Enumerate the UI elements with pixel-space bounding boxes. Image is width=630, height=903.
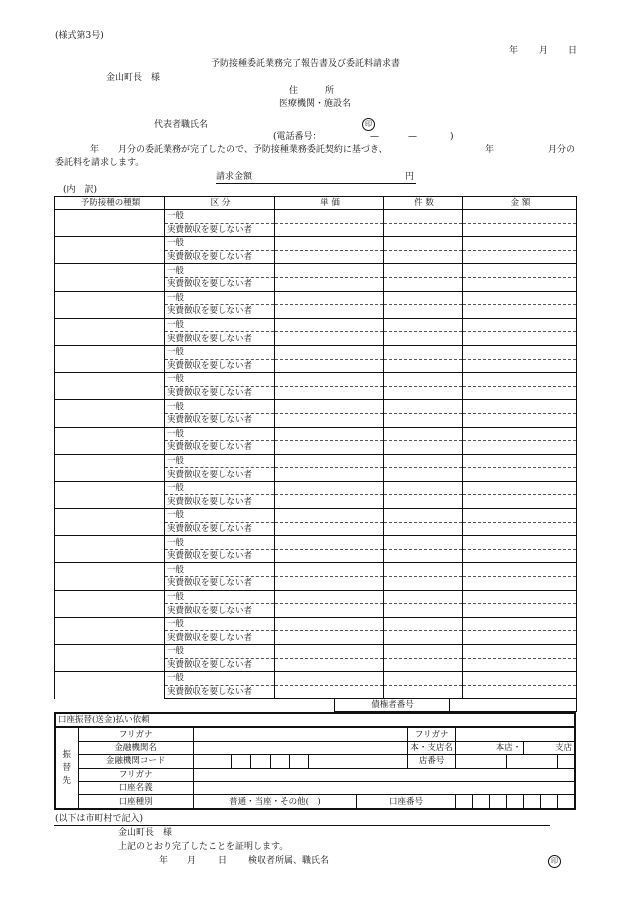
count-cell[interactable] [384,509,463,523]
amount-cell[interactable] [463,481,577,495]
table-row [55,373,577,387]
vaccine-type-cell[interactable] [55,345,165,372]
unit-price-cell[interactable] [275,468,384,482]
creditor-row [334,699,576,711]
count-cell[interactable] [384,413,463,427]
amount-cell[interactable] [463,509,577,523]
category-exempt: 実費徴収を要しない者 [165,577,275,591]
municipal-note: (以下は市町村で記入) [55,814,144,824]
account-number-label: 口座番号 [357,795,456,809]
amount-cell[interactable] [463,237,577,251]
phone-dash-1: — [370,132,379,142]
footer-divider [54,825,550,826]
count-cell[interactable] [384,291,463,305]
category-general: 一般 [165,345,275,359]
unit-price-cell[interactable] [275,577,384,591]
amount-cell[interactable] [463,345,577,359]
unit-price-cell[interactable] [275,345,384,359]
amount-cell[interactable] [463,468,577,482]
vaccine-type-cell[interactable] [55,427,165,454]
breakdown-table [54,196,577,699]
table-row [55,617,577,631]
amount-cell[interactable] [463,291,577,305]
vaccine-type-cell[interactable] [55,590,165,617]
claim-amount-underline [216,183,416,184]
unit-price-cell[interactable] [275,509,384,523]
amount-cell[interactable] [463,495,577,509]
header-unit-price: 単 価 [275,197,384,210]
unit-price-cell[interactable] [275,318,384,332]
unit-price-cell[interactable] [275,305,384,319]
vaccine-type-cell[interactable] [55,291,165,318]
unit-price-cell[interactable] [275,400,384,414]
category-exempt: 実費徴収を要しない者 [165,468,275,482]
count-cell[interactable] [384,318,463,332]
unit-price-cell[interactable] [275,617,384,631]
unit-price-cell[interactable] [275,604,384,618]
account-number-digit[interactable] [541,795,558,809]
vaccine-type-cell[interactable] [55,454,165,481]
amount-cell[interactable] [463,522,577,536]
body-text-2: 委託料を請求します。 [55,158,145,168]
category-general: 一般 [165,210,275,224]
vaccine-type-cell[interactable] [55,400,165,427]
count-cell[interactable] [384,441,463,455]
account-type-options[interactable]: 普通・当座・その他( ) [193,795,356,809]
header-amount: 金 額 [463,197,577,210]
category-exempt: 実費徴収を要しない者 [165,631,275,645]
unit-price-cell[interactable] [275,264,384,278]
category-general: 一般 [165,454,275,468]
bank-code-blank [309,755,408,768]
count-cell[interactable] [384,427,463,441]
category-general: 一般 [165,672,275,686]
category-general: 一般 [165,481,275,495]
table-row [55,264,577,278]
footer-day: 日 [218,856,228,866]
bank-furigana-field[interactable] [193,727,408,741]
claim-unit: 円 [405,172,415,182]
footer-month: 月 [187,856,197,866]
vaccine-type-cell[interactable] [55,210,165,237]
addressee: 金山町長 様 [106,73,161,83]
count-cell[interactable] [384,549,463,563]
vaccine-type-cell[interactable] [55,481,165,508]
seal-icon: 印 [362,118,375,131]
amount-cell[interactable] [463,210,577,224]
inspector-label: 検収者所属、職氏名 [248,856,330,866]
count-cell[interactable] [384,277,463,291]
unit-price-cell[interactable] [275,250,384,264]
category-general: 一般 [165,645,275,659]
amount-cell[interactable] [463,318,577,332]
count-cell[interactable] [384,237,463,251]
form-number: (様式第3号) [55,31,104,41]
bank-code-digit[interactable] [251,755,270,768]
table-row [55,318,577,332]
category-general: 一般 [165,291,275,305]
account-number-digit[interactable] [490,795,507,809]
category-exempt: 実費徴収を要しない者 [165,441,275,455]
amount-cell[interactable] [463,590,577,604]
count-cell[interactable] [384,495,463,509]
vaccine-type-cell[interactable] [55,536,165,563]
unit-price-cell[interactable] [275,685,384,699]
amount-cell[interactable] [463,685,577,699]
vaccine-type-cell[interactable] [55,373,165,400]
amount-cell[interactable] [463,441,577,455]
body-year-2: 年 [485,145,495,155]
header-count: 件 数 [384,197,463,210]
count-cell[interactable] [384,223,463,237]
amount-cell[interactable] [463,631,577,645]
category-exempt: 実費徴収を要しない者 [165,495,275,509]
unit-price-cell[interactable] [275,658,384,672]
category-exempt: 実費徴収を要しない者 [165,658,275,672]
facility-label: 医療機関・施設名 [279,99,352,109]
vaccine-type-cell[interactable] [55,563,165,590]
unit-price-cell[interactable] [275,332,384,346]
amount-cell[interactable] [463,617,577,631]
phone-close: ) [450,132,454,142]
amount-cell[interactable] [463,454,577,468]
account-number-digit[interactable] [507,795,524,809]
certify-text: 上記のとおり完了したことを証明します。 [118,842,289,852]
amount-cell[interactable] [463,305,577,319]
account-number-digit[interactable] [473,795,490,809]
unit-price-cell[interactable] [275,536,384,550]
count-cell[interactable] [384,590,463,604]
bank-name-field[interactable] [193,741,408,754]
category-general: 一般 [165,536,275,550]
category-general: 一般 [165,400,275,414]
unit-price-cell[interactable] [275,427,384,441]
category-exempt: 実費徴収を要しない者 [165,685,275,699]
table-row [55,210,577,224]
date-month: 月 [539,46,549,56]
transfer-side-label: 振替先 [55,727,78,808]
footer-seal-icon: 印 [548,855,561,868]
account-number-digit[interactable] [455,795,472,809]
count-cell[interactable] [384,481,463,495]
category-exempt: 実費徴収を要しない者 [165,413,275,427]
bank-title: 口座振替(送金)払い依頼 [55,713,575,727]
account-name-label: 口座名義 [78,781,193,794]
count-cell[interactable] [384,617,463,631]
category-exempt: 実費徴収を要しない者 [165,250,275,264]
amount-cell[interactable] [463,223,577,237]
vaccine-type-cell[interactable] [55,645,165,672]
table-row [55,237,577,251]
bank-code-digit[interactable] [193,755,231,768]
category-exempt: 実費徴収を要しない者 [165,277,275,291]
branch-number-label: 店番号 [408,755,456,768]
table-row [55,563,577,577]
unit-price-cell[interactable] [275,441,384,455]
table-row [55,291,577,305]
table-row [55,672,577,686]
table-row [55,481,577,495]
table-body [55,210,577,699]
amount-cell[interactable] [463,645,577,659]
category-general: 一般 [165,237,275,251]
amount-cell[interactable] [463,264,577,278]
furigana-label: フリガナ [78,727,193,741]
count-cell[interactable] [384,332,463,346]
unit-price-cell[interactable] [275,277,384,291]
category-general: 一般 [165,264,275,278]
count-cell[interactable] [384,250,463,264]
count-cell[interactable] [384,658,463,672]
count-cell[interactable] [384,345,463,359]
table-row [55,590,577,604]
amount-cell[interactable] [463,359,577,373]
bank-code-digit[interactable] [270,755,289,768]
category-exempt: 実費徴収を要しない者 [165,549,275,563]
amount-cell[interactable] [463,332,577,346]
unit-price-cell[interactable] [275,237,384,251]
amount-cell[interactable] [463,536,577,550]
table-row [55,345,577,359]
category-exempt: 実費徴収を要しない者 [165,359,275,373]
count-cell[interactable] [384,604,463,618]
table-row [55,645,577,659]
date-day: 日 [568,46,578,56]
table-row [55,400,577,414]
unit-price-cell[interactable] [275,522,384,536]
amount-cell[interactable] [463,373,577,387]
unit-price-cell[interactable] [275,223,384,237]
branch-name-label: 本・支店名 [408,741,456,754]
phone-label: (電話番号： [273,132,322,142]
count-cell[interactable] [384,468,463,482]
address-label: 住 所 [289,86,335,96]
unit-price-cell[interactable] [275,291,384,305]
count-cell[interactable] [384,386,463,400]
category-general: 一般 [165,509,275,523]
category-general: 一般 [165,590,275,604]
date-year: 年 [509,46,519,56]
amount-cell[interactable] [463,250,577,264]
count-cell[interactable] [384,373,463,387]
category-exempt: 実費徴収を要しない者 [165,223,275,237]
body-year: 年 [90,145,100,155]
bank-code-digit[interactable] [232,755,251,768]
amount-cell[interactable] [463,277,577,291]
representative-label: 代表者職氏名 [154,120,209,130]
branch-number-digit[interactable] [455,755,506,768]
category-exempt: 実費徴収を要しない者 [165,604,275,618]
count-cell[interactable] [384,672,463,686]
count-cell[interactable] [384,454,463,468]
count-cell[interactable] [384,577,463,591]
table-row [55,427,577,441]
page-title: 予防接種委託業務完了報告書及び委託料請求書 [211,59,401,69]
vaccine-type-cell[interactable] [55,617,165,644]
count-cell[interactable] [384,359,463,373]
unit-price-cell[interactable] [275,413,384,427]
unit-price-cell[interactable] [275,549,384,563]
account-furigana-field[interactable] [193,768,575,781]
amount-cell[interactable] [463,563,577,577]
unit-price-cell[interactable] [275,672,384,686]
category-exempt: 実費徴収を要しない者 [165,522,275,536]
vaccine-type-cell[interactable] [55,318,165,345]
amount-cell[interactable] [463,672,577,686]
unit-price-cell[interactable] [275,590,384,604]
category-general: 一般 [165,318,275,332]
branch-furigana-field[interactable] [455,727,575,741]
amount-cell[interactable] [463,549,577,563]
phone-dash-2: — [408,132,417,142]
count-cell[interactable] [384,264,463,278]
count-cell[interactable] [384,645,463,659]
category-general: 一般 [165,373,275,387]
category-exempt: 実費徴収を要しない者 [165,305,275,319]
account-furigana-label: フリガナ [78,768,193,781]
branch-number-digit[interactable] [558,755,575,768]
account-type-label: 口座種別 [78,795,193,809]
bank-transfer-table [54,712,576,810]
account-number-digit[interactable] [524,795,541,809]
vaccine-type-cell[interactable] [55,237,165,264]
table-row [55,454,577,468]
category-general: 一般 [165,563,275,577]
amount-cell[interactable] [463,427,577,441]
unit-price-cell[interactable] [275,631,384,645]
table-row [55,509,577,523]
count-cell[interactable] [384,563,463,577]
unit-price-cell[interactable] [275,563,384,577]
unit-price-cell[interactable] [275,359,384,373]
bank-code-label: 金融機関コード [78,755,193,768]
count-cell[interactable] [384,305,463,319]
amount-cell[interactable] [463,577,577,591]
creditor-number-field[interactable] [449,699,577,712]
unit-price-cell[interactable] [275,481,384,495]
category-exempt: 実費徴収を要しない者 [165,386,275,400]
header-category: 区 分 [165,197,275,210]
amount-cell[interactable] [463,604,577,618]
count-cell[interactable] [384,685,463,699]
branch-furigana-label: フリガナ [408,727,456,741]
body-text: 月分の委託業務が完了したので、予防接種業務委託契約に基づき、 [118,145,388,155]
claim-amount-label: 請求金額 [216,172,253,182]
category-exempt: 実費徴収を要しない者 [165,332,275,346]
vaccine-type-cell[interactable] [55,672,165,699]
vaccine-type-cell[interactable] [55,509,165,536]
vaccine-type-cell[interactable] [55,264,165,291]
amount-cell[interactable] [463,658,577,672]
count-cell[interactable] [384,400,463,414]
bank-name-label: 金融機関名 [78,741,193,754]
count-cell[interactable] [384,631,463,645]
creditor-label: 債権者番号 [334,699,450,712]
unit-price-cell[interactable] [275,373,384,387]
header-vaccine-type: 予防接種の種類 [55,197,165,210]
bank-code-digit[interactable] [290,755,309,768]
account-number-digit[interactable] [558,795,575,809]
count-cell[interactable] [384,522,463,536]
count-cell[interactable] [384,536,463,550]
footer-year: 年 [159,856,169,866]
table-row [55,536,577,550]
unit-price-cell[interactable] [275,210,384,224]
amount-cell[interactable] [463,400,577,414]
category-general: 一般 [165,617,275,631]
unit-price-cell[interactable] [275,454,384,468]
amount-cell[interactable] [463,413,577,427]
branch-office-label: 支店 [524,741,575,754]
unit-price-cell[interactable] [275,495,384,509]
branch-number-digit[interactable] [507,755,558,768]
footer-addressee: 金山町長 様 [118,828,173,838]
category-general: 一般 [165,427,275,441]
account-name-field[interactable] [193,781,575,794]
unit-price-cell[interactable] [275,386,384,400]
amount-cell[interactable] [463,386,577,400]
count-cell[interactable] [384,210,463,224]
head-office-label: 本店・ [455,741,523,754]
unit-price-cell[interactable] [275,645,384,659]
body-month-2: 月分の [548,145,576,155]
breakdown-label: (内 訳) [63,185,98,195]
